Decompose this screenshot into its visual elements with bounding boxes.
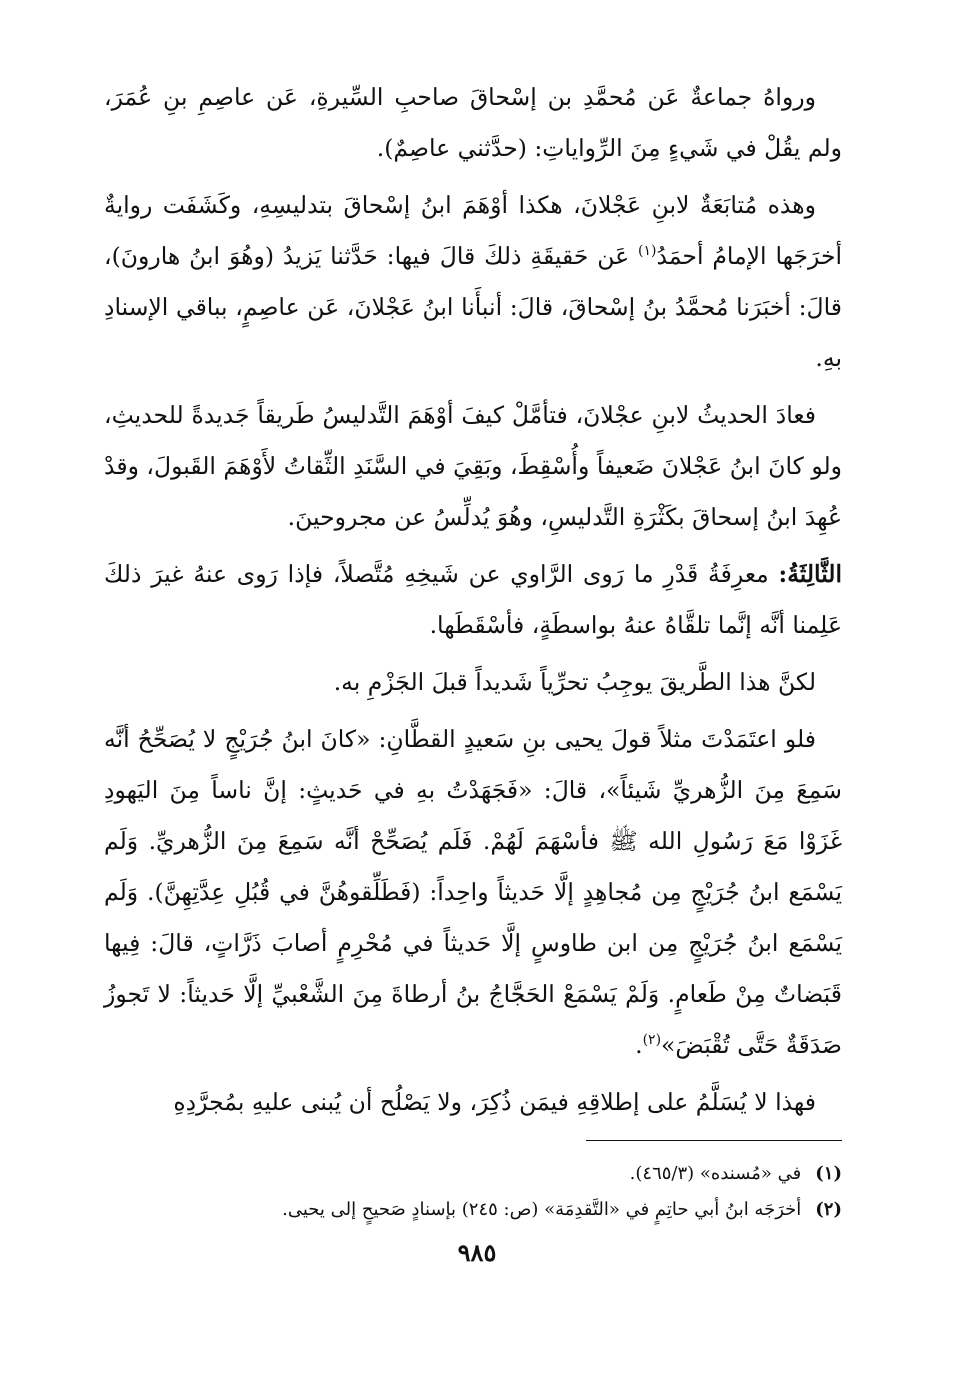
paragraph-2-tail: عَن حَقيقَةِ ذلكَ قالَ فيها: حَدَّثنا يَزيدُ (وهُوَ ابنُ هارونَ)، قالَ: أخبَرَنا مُحمَّدُ بنُ إسْحاقَ، قالَ: أنبأَنا ابنُ عَجْلانَ، عَن عاصِمٍ، بباقي الإسنادِ بهِ. (104, 242, 842, 372)
footnote-2-text: أخرَجَه ابنُ أبي حاتِمٍ في «التَّقدِمَة» (ص: ٢٤٥) بإسنادٍ صَحيحٍ إلى يحيى. (282, 1199, 802, 1220)
footnote-ref-1[interactable]: (١) (638, 243, 657, 260)
footnote-1-number: (١) (815, 1163, 842, 1184)
paragraph-4 (104, 549, 842, 651)
footnote-separator (586, 1140, 842, 1141)
footnote-ref-2[interactable]: (٢) (642, 1032, 662, 1049)
footnote-1-text: في «مُسنده» (٤٦٥/٣). (629, 1163, 802, 1184)
paragraph-6-tail: . (635, 1031, 643, 1059)
paragraph-3-text: فعادَ الحديثُ لابنِ عجْلانَ، فتأمَّلْ كيفَ أوْهَمَ التَّدليسُ طَريقاً جَديدةً للحديثِ، ولو كانَ ابنُ عَجْلانَ ضَعيفاً وأُسْقِطَ، وبَقِيَ في السَّنَدِ الثِّقاتُ لأَوْهَمَ القَبولَ، وقدْ عُهِدَ ابنُ إسحاقَ بكَثْرَةِ التَّدليسِ، وهُوَ يُدلِّسُ عن مجروحينَ. (104, 401, 842, 531)
page-number: ٩٨٥ (457, 1238, 497, 1267)
paragraph-5-text: لكنَّ هذا الطَّريقَ يوجِبُ تحرِّياً شَديداً قبلَ الجَزْمِ به. (333, 668, 816, 696)
footnotes (104, 1156, 842, 1228)
paragraph-7-text: فهذا لا يُسَلَّمُ على إطلاقِهِ فيمَن ذُكِرَ، ولا يَصْلُح أن يُبنى عليهِ بمُجرَّدِهِ (173, 1088, 816, 1116)
footnote-2-number: (٢) (815, 1199, 842, 1220)
paragraph-1 (104, 72, 842, 174)
paragraph-7 (104, 1077, 842, 1128)
paragraph-3 (104, 390, 842, 543)
footnote-2 (104, 1192, 842, 1228)
paragraph-4-heading: الثَّالِثَةُ: (778, 560, 842, 588)
paragraph-4-text: معرِفَةُ قَدْرِ ما رَوى الرَّاوي عن شَيخِهِ مُتَّصلاً، فإذا رَوى عنهُ غيرَ ذلكَ عَلِمنا أنَّه إنَّما تلقَّاهُ عنهُ بواسطَةٍ، فأسْقَطَها. (104, 560, 842, 639)
paragraph-5 (104, 657, 842, 708)
paragraph-2 (104, 180, 842, 384)
paragraph-6-text: فلو اعتَمَدْتَ مثلاً قولَ يحيى بنِ سَعيدٍ القطَّانِ: «كانَ ابنُ جُرَيْجٍ لا يُصَحِّحُ أنَّه سَمِعَ مِنَ الزُّهريِّ شَيئاً»، قالَ: «فَجَهَدْتُ بهِ في حَديثٍ: إنَّ ناساً مِنَ اليَهودِ غَزَوْا مَعَ رَسُولِ الله ﷺ فأسْهَمَ لَهُمْ. فَلَم يُصَحِّحْ أنَّه سَمِعَ مِنَ الزُّهريِّ. وَلَم يَسْمَع ابنُ جُرَيْجٍ مِن مُجاهِدٍ إلَّا حَديثاً واحِداً: (فَطَلِّقوهُنَّ في قُبُلِ عِدَّتِهِنَّ). وَلَم يَسْمَع ابنُ جُرَيْجٍ مِن ابن طاوسٍ إلَّا حَديثاً في مُحْرِمٍ أصابَ ذَرَّاتٍ، قالَ: فِيها قَبَضاتٌ مِنْ طَعامٍ. وَلَمْ يَسْمَعْ الحَجَّاجُ بنُ أرطاةَ مِنَ الشَّعْبيِّ إلَّا حَديثاً: لا تَجوزُ صَدَقَةٌ حَتَّى تُقْبَضَ» (104, 725, 842, 1059)
paragraph-1-text: ورواهُ جماعةٌ عَن مُحمَّدِ بن إسْحاقَ صاحبِ السِّيرةِ، عَن عاصِمِ بنِ عُمَرَ، ولم يقُلْ في شَيءٍ مِنَ الرِّواياتِ: (حدَّثني عاصِمٌ). (104, 83, 842, 162)
footnote-1 (104, 1156, 842, 1192)
paragraph-6 (104, 714, 842, 1071)
paragraph-2-text: وهذه مُتابَعَةٌ لابنِ عَجْلانَ، هكذا أوْهَمَ ابنُ إسْحاقَ بتدليسِهِ، وكَشَفَت روايةٌ أخرَجَها الإمامُ أحمَدُ (104, 191, 843, 270)
